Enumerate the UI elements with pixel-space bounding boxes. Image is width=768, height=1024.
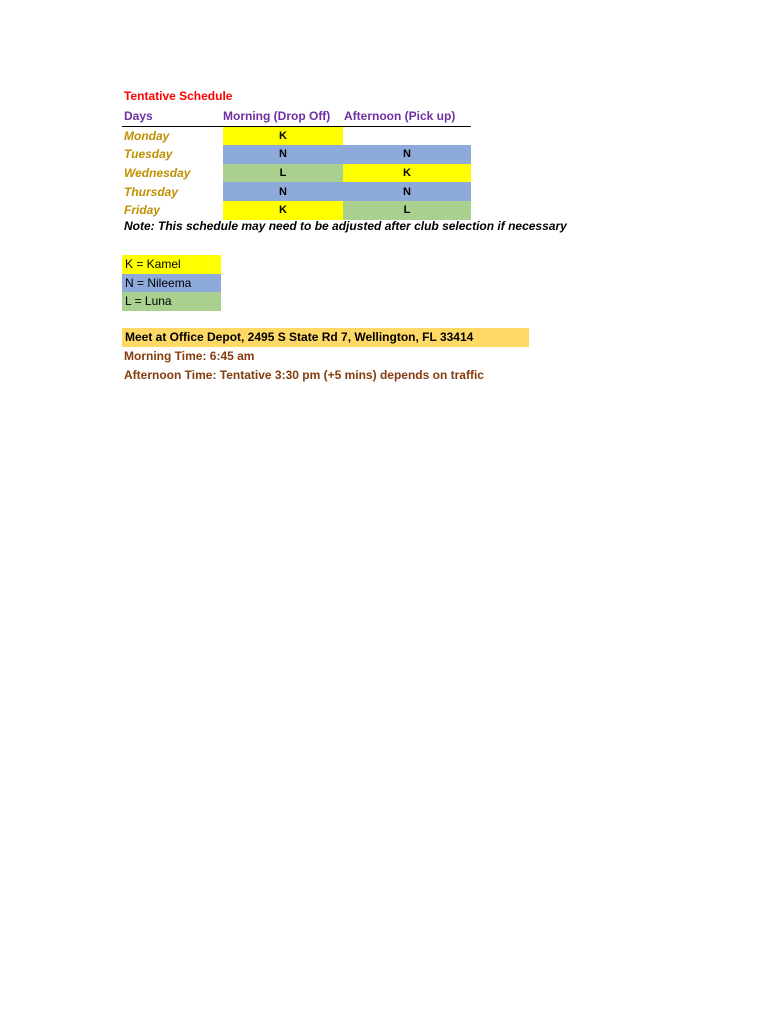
legend-item-kamel: K = Kamel [122,255,221,274]
schedule-row [122,201,471,220]
schedule-note: Note: This schedule may need to be adjusted after club selection if necessary [124,219,567,233]
day-name: Monday [124,128,170,143]
afternoon-cell: L [343,201,471,220]
morning-cell: N [223,182,343,201]
legend [122,255,221,311]
day-name: Tuesday [124,147,173,162]
morning-cell: K [223,126,343,145]
schedule-title: Tentative Schedule [124,89,233,103]
afternoon-cell: N [343,182,471,201]
schedule-row [122,182,471,201]
morning-cell: N [223,145,343,164]
morning-cell: L [223,164,343,183]
afternoon-time: Afternoon Time: Tentative 3:30 pm (+5 mins) depends on traffic [124,368,484,382]
morning-cell: K [223,201,343,220]
legend-item-luna: L = Luna [122,292,221,311]
legend-item-nileema: N = Nileema [122,274,221,293]
morning-time: Morning Time: 6:45 am [124,349,255,363]
header-afternoon: Afternoon (Pick up) [343,107,471,126]
day-name: Friday [124,203,161,218]
afternoon-cell [343,126,471,145]
schedule-header-row [122,107,471,126]
schedule-row [122,145,471,164]
day-name: Thursday [124,184,179,199]
day-name: Wednesday [124,166,191,181]
header-days: Days [122,107,223,126]
meeting-location: Meet at Office Depot, 2495 S State Rd 7, Wellington, FL 33414 [122,328,529,347]
schedule-table [122,107,471,220]
afternoon-cell: K [343,164,471,183]
afternoon-cell: N [343,145,471,164]
schedule-row [122,126,471,145]
header-morning: Morning (Drop Off) [223,107,343,126]
schedule-row [122,164,471,183]
